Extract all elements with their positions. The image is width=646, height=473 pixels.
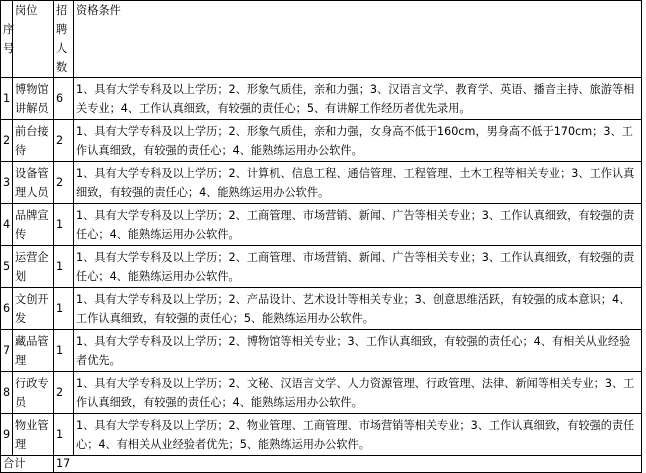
- row-requirements: 1、具有大学专科及以上学历；2、博物馆等相关专业；3、工作认真细致，有较强的责任心；4、有相关从业经验者优先。: [74, 330, 642, 372]
- row-count: 1: [54, 330, 74, 372]
- row-position: 设备管理人员: [13, 162, 54, 204]
- row-position: 博物馆讲解员: [13, 78, 54, 120]
- row-no: 3: [1, 162, 13, 204]
- table-row: [1, 246, 642, 288]
- header-position: 岗位: [13, 1, 54, 78]
- table-row: [1, 78, 642, 120]
- row-position: 前台接待: [13, 120, 54, 162]
- row-count: 2: [54, 372, 74, 414]
- table-row: [1, 330, 642, 372]
- row-no: 4: [1, 204, 13, 246]
- row-count: 2: [54, 120, 74, 162]
- header-count: 招聘人数: [54, 1, 74, 78]
- row-count: 2: [54, 162, 74, 204]
- row-position: 行政专员: [13, 372, 54, 414]
- row-count: 1: [54, 414, 74, 456]
- table-row: [1, 204, 642, 246]
- row-requirements: 1、具有大学专科及以上学历；2、工商管理、市场营销、新闻、广告等相关专业；3、工作认真细致，有较强的责任心；4、能熟练运用办公软件。: [74, 204, 642, 246]
- row-requirements: 1、具有大学专科及以上学历；2、文秘、汉语言文学、人力资源管理、行政管理、法律、新闻等相关专业；3、工作认真细致，有较强的责任心；4、能熟练运用办公软件。: [74, 372, 642, 414]
- row-no: 9: [1, 414, 13, 456]
- row-count: 6: [54, 78, 74, 120]
- row-count: 1: [54, 246, 74, 288]
- row-position: 运营企划: [13, 246, 54, 288]
- row-requirements: 1、具有大学专科及以上学历；2、物业管理、工商管理、市场营销等相关专业；3、工作认真细致，有较强的责任心；4、有相关从业经验者优先；5、能熟练运用办公软件。: [74, 414, 642, 456]
- row-no: 5: [1, 246, 13, 288]
- row-requirements: 1、具有大学专科及以上学历；2、工商管理、市场营销、新闻、广告等相关专业；3、工作认真细致，有较强的责任心；4、能熟练运用办公软件。: [74, 246, 642, 288]
- row-no: 7: [1, 330, 13, 372]
- table-row: [1, 372, 642, 414]
- row-requirements: 1、具有大学专科及以上学历；2、计算机、信息工程、通信管理、工程管理、土木工程等相关专业；3、工作认真细致，有较强的责任心；4、能熟练运用办公软件。: [74, 162, 642, 204]
- row-position: 物业管理: [13, 414, 54, 456]
- row-no: 2: [1, 120, 13, 162]
- header-no: 序号: [1, 1, 13, 78]
- table-row: [1, 120, 642, 162]
- row-position: 藏品管理: [13, 330, 54, 372]
- row-no: 6: [1, 288, 13, 330]
- header-requirements: 资格条件: [74, 1, 642, 78]
- row-position: 文创开发: [13, 288, 54, 330]
- total-count: 17: [54, 456, 642, 473]
- row-count: 1: [54, 204, 74, 246]
- row-requirements: 1、具有大学专科及以上学历；2、形象气质佳，亲和力强；3、汉语言文学、教育学、英语、播音主持、旅游等相关专业；4、工作认真细致，有较强的责任心；5、有讲解工作经历者优先录用。: [74, 78, 642, 120]
- table-row: [1, 162, 642, 204]
- row-requirements: 1、具有大学专科及以上学历；2、产品设计、艺术设计等相关专业；3、创意思维活跃，有较强的成本意识；4、工作认真细致，有较强的责任心；5、能熟练运用办公软件。: [74, 288, 642, 330]
- table-row: [1, 288, 642, 330]
- total-label: 合计: [1, 456, 54, 473]
- row-no: 8: [1, 372, 13, 414]
- row-position: 品牌宣传: [13, 204, 54, 246]
- row-requirements: 1、具有大学专科及以上学历；2、形象气质佳，亲和力强，女身高不低于160cm，男身高不低于170cm；3、工作认真细致，有较强的责任心；4、能熟练运用办公软件。: [74, 120, 642, 162]
- table-header-row: [1, 1, 642, 78]
- row-no: 1: [1, 78, 13, 120]
- table-row: [1, 414, 642, 456]
- row-count: 1: [54, 288, 74, 330]
- table-total-row: [1, 456, 642, 473]
